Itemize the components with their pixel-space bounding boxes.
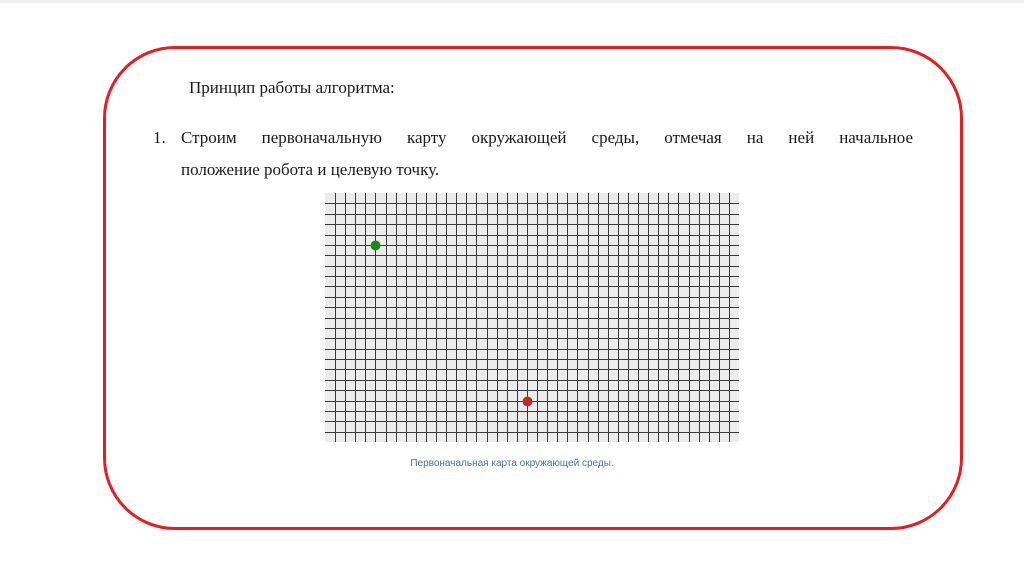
list-item [153,122,913,186]
list-item-text [181,122,913,186]
list-item-line: Строим первоначальную карту окружающей среды, отмечая на ней начальное [181,128,913,147]
target-goal-point [523,397,533,407]
map-caption: Первоначальная карта окружающей среды. [410,458,614,469]
list-item-number: 1. [153,128,166,147]
slide-heading: Принцип работы алгоритма: [189,78,395,97]
robot-start-point [371,241,381,251]
environment-map-grid [325,193,739,442]
slide-top-strip [0,0,1024,3]
environment-map [325,193,739,442]
list-item-line: положение робота и целевую точку. [181,160,440,179]
